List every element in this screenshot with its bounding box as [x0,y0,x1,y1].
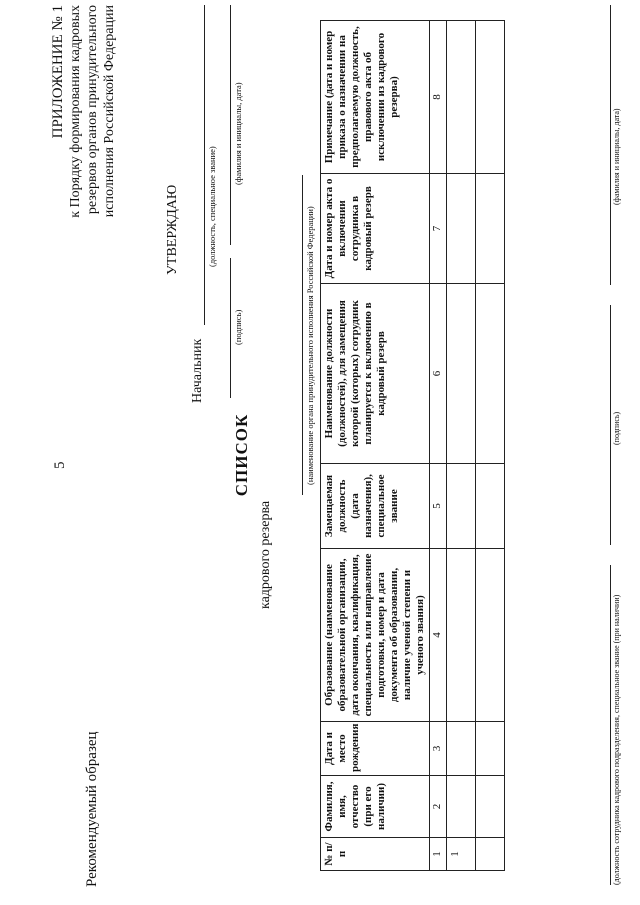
name-date-caption: (фамилия и инициалы, дата) [233,82,243,185]
appendix-block [50,5,118,295]
column-number: 7 [430,174,447,284]
column-number: 1 [430,838,447,871]
footer-signature-caption: (подпись) [612,411,621,445]
table-cell [476,549,505,722]
table-header-row [321,21,430,871]
table-cell [476,174,505,284]
table-cell [447,722,476,776]
signature-line [230,258,231,398]
table-row [447,21,476,871]
footer-position-line [610,565,611,885]
table-row [476,21,505,871]
table-cell [476,284,505,464]
footer-name-date-caption: (фамилия и инициалы, дата) [612,108,621,205]
footer-position-caption: (должность сотрудника кадрового подразделения, специальное звание (при наличии) [612,594,621,885]
signature-caption: (подпись) [233,309,243,345]
appendix-line: исполнения Российской Федерации [102,5,117,218]
table-header: Примечание (дата и номер приказа о назначении на предполагаемую должность, правового акта об исключении из кадрового резерва) [321,21,430,174]
table-number-row [430,21,447,871]
appendix-line: резервов органов принудительного [85,5,100,215]
head-label: Начальник [190,338,205,403]
org-line [302,175,303,495]
table-cell [447,549,476,722]
page-number: 5 [52,461,68,469]
table-header: Наименование должности (должностей), для замещения которой (которых) сотрудник планируется к включению в кадровый резерв [321,284,430,464]
org-caption: (наименование органа принудительного исполнения Российской Федерации) [305,206,315,485]
table-cell [476,776,505,838]
table-cell [447,464,476,549]
column-number: 5 [430,464,447,549]
footer-signature-line [610,305,611,545]
table-cell [447,776,476,838]
position-caption: (должность, специальное звание) [207,146,217,267]
table-cell [447,21,476,174]
table-cell [447,174,476,284]
sample-label: Рекомендуемый образец [84,731,100,887]
table-cell [447,284,476,464]
approval-label: УТВЕРЖДАЮ [165,184,180,275]
footer-name-date-line [610,5,611,285]
table-cell [476,21,505,174]
reserve-label: кадрового резерва [258,500,273,609]
table-header: № п/п [321,838,430,871]
name-date-line [230,5,231,245]
column-number: 3 [430,722,447,776]
table-header: Дата и место рождения [321,722,430,776]
table-header: Замещаемая должность (дата назначения), специальное звание [321,464,430,549]
reserve-table [320,20,505,871]
appendix-title: ПРИЛОЖЕНИЕ № 1 [50,5,66,139]
column-number: 2 [430,776,447,838]
column-number: 4 [430,549,447,722]
table-cell [476,722,505,776]
table-cell: 1 [447,838,476,871]
list-title: СПИСОК [232,413,251,497]
column-number: 6 [430,284,447,464]
table-cell [476,838,505,871]
table-header: Фамилия, имя, отчество (при его наличии) [321,776,430,838]
appendix-line: к Порядку формирования кадровых [68,5,83,218]
column-number: 8 [430,21,447,174]
table-header: Дата и номер акта о включении сотрудника в кадровый резерв [321,174,430,284]
position-line [204,5,205,325]
table-cell [476,464,505,549]
table-header: Образование (наименование образовательной организации, дата окончания, квалификация, специальность или направление подготовки, номер и дата документа об образовании, наличие ученой степени и ученого звания) [321,549,430,722]
